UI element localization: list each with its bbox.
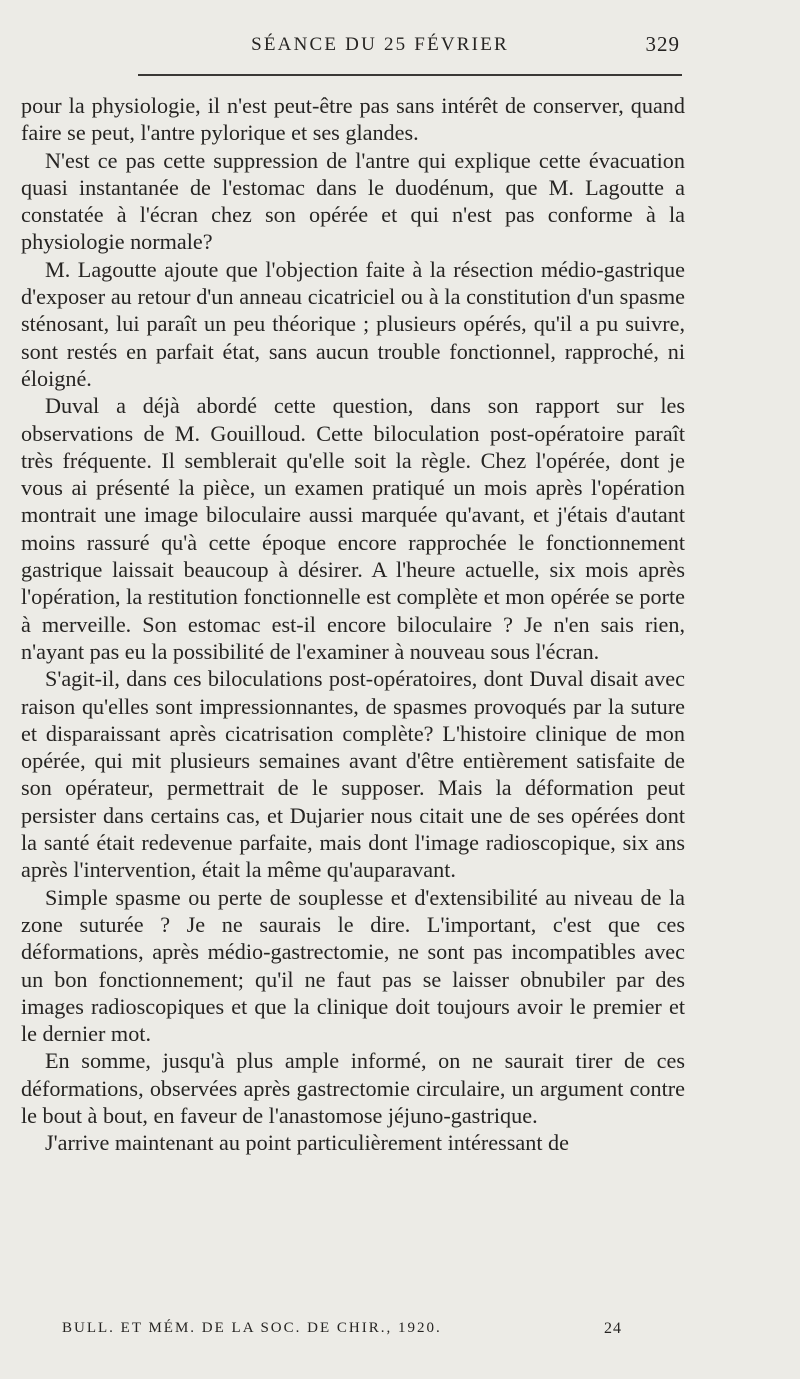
running-head [0,32,800,62]
paragraph: Duval a déjà abordé cette question, dans son rapport sur les observations de M. Gouilloud. Cette biloculation post-opératoire paraît très fréquente. Il semblerait qu'elle soit la règle. Chez l'opérée, dont je vous ai présenté la pièce, un examen pratiqué un mois après l'opération montrait une image biloculaire aussi marquée qu'avant, et j'étais d'autant moins rassuré qu'à cette époque encore rapprochée le fonctionnement gastrique laissait beaucoup à désirer. A l'heure actuelle, six mois après l'opération, la restitution fonctionnelle est complète et mon opérée se porte à merveille. Son estomac est-il encore biloculaire ? Je n'en sais rien, n'ayant pas eu la possibilité de l'examiner à nouveau sous l'écran. [21,393,685,664]
paragraph: En somme, jusqu'à plus ample informé, on ne saurait tirer de ces déformations, observées après gastrectomie circulaire, un argument contre le bout à bout, en faveur de l'anastomose jéjuno-gastrique. [21,1048,685,1128]
paragraph: M. Lagoutte ajoute que l'objection faite à la résection médio-gastrique d'exposer au retour d'un anneau cicatriciel ou à la constitution d'un spasme sténosant, lui paraît un peu théorique ; plusieurs opérés, qu'il a pu suivre, sont restés en parfait état, sans aucun trouble fonctionnel, rapproché, ni éloigné. [21,256,685,391]
paragraph: N'est ce pas cette suppression de l'antre qui explique cette évacuation quasi instantanée de l'estomac dans le duodénum, que M. Lagoutte a constatée à l'écran chez son opérée et qui n'est pas conforme à la physiologie normale? [21,147,685,255]
paragraph: J'arrive maintenant au point particulièrement intéressant de [45,1130,569,1156]
paragraph: S'agit-il, dans ces biloculations post-opératoires, dont Duval disait avec raison qu'elles sont impressionnantes, de spasmes provoqués par la suture et disparaissant après cicatrisation complète? L'histoire clinique de mon opérée, qui mit plusieurs semaines avant d'être entièrement satisfaite de son opérateur, permettrait de le supposer. Mais la déformation peut persister dans certains cas, et Dujarier nous citait une de ses opérées dont la santé était redevenue parfaite, mais dont l'image radioscopique, six ans après l'intervention, était la même qu'auparavant. [21,666,685,883]
footer [0,1320,800,1344]
journal-footer: BULL. ET MÉM. DE LA SOC. DE CHIR., 1920. [62,1320,442,1336]
paragraph: Simple spasme ou perte de souplesse et d'extensibilité au niveau de la zone suturée ? Je ne saurais le dire. L'important, c'est que ces déformations, après médio-gastrectomie, ne sont pas incompatibles avec un bon fonctionnement; qu'il ne faut pas se laisser obnubiler par des images radioscopiques et que la clinique doit toujours avoir le premier et le dernier mot. [21,884,685,1047]
signature-mark: 24 [604,1320,622,1337]
running-head-title: SÉANCE DU 25 FÉVRIER [251,34,509,55]
body-text [21,92,685,1157]
page-number: 329 [645,32,680,56]
header-rule [138,74,682,76]
paragraph-continued: pour la physiologie, il n'est peut-être pas sans intérêt de conserver, quand faire se peut, l'antre pylorique et ses glandes. [21,93,685,146]
